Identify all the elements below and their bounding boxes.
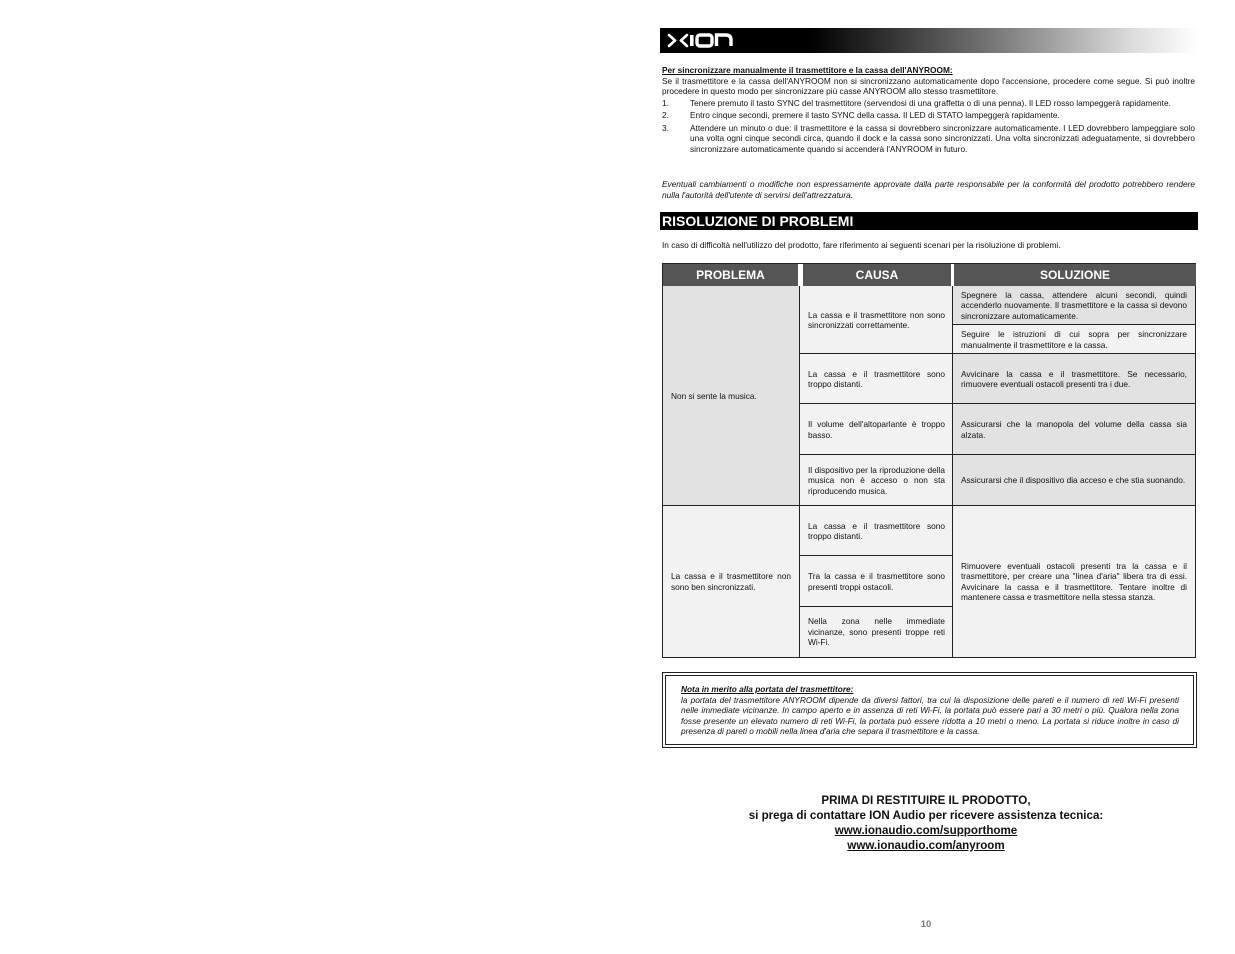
sync-steps: [662, 98, 1195, 155]
sync-step: 1. Tenere premuto il tasto SYNC del trasmettitore (servendosi di una graffetta o di una penna). Il LED rosso lampeggerà rapidamente.: [662, 97, 1171, 108]
header-problem: PROBLEMA: [663, 264, 798, 286]
solution-cell: Spegnere la cassa, attendere alcuni secondi, quindi accenderlo nuovamente. Il trasmettitore e la cassa si devono sincronizzare automaticamente.: [952, 286, 1195, 325]
cause-cell: Il dispositivo per la riproduzione della musica non è acceso o non sta riproducendo musica.: [799, 454, 953, 506]
contact-line-1: PRIMA DI RESTITUIRE IL PRODOTTO,: [821, 794, 1031, 807]
solution-cell: Avvicinare la cassa e il trasmettitore. Se necessario, rimuovere eventuali ostacoli presenti tra i due.: [952, 353, 1195, 404]
header-solution: SOLUZIONE: [954, 264, 1196, 286]
sync-step: 3. Attendere un minuto o due: il trasmettitore e la cassa si dovrebbero sincronizzare automaticamente. I LED dovrebbero lampeggiare solo una volta ogni cinque secondi circa, quando il dock e la cassa sono sincronizzati. Una volta sincronizzati adeguatamente, si dovrebbero sincronizzare automaticamente quando si accenderà l'ANYROOM in futuro.: [662, 122, 1195, 154]
note-title: Nota in merito alla portata del trasmettitore:: [681, 684, 854, 694]
solution-cell: Rimuovere eventuali ostacoli presenti tra la cassa e il trasmettitore, per creare una "linea d'aria" libera tra di essi. Avvicinare la cassa e il trasmettitore. Tentare inoltre di mantenere cassa e trasmettitore nella stessa stanza.: [952, 505, 1195, 657]
sync-section: [662, 65, 1195, 156]
note-body: la portata del trasmettitore ANYROOM dipende da diversi fattori, tra cui la disposizione delle pareti e il numero di reti Wi-Fi presenti nelle immediate vicinanze. In campo aperto e in assenza di reti Wi-Fi, la portata può essere pari a 30 metri o più. Qualora nella zona fosse presente un elevato numero di reti Wi-Fi, la portata può essere ridotta a 10 metri o meno. La portata si riduce inoltre in caso di presenza di pareti o mobili nella linea d'aria che separa il trasmettitore e la cassa.: [681, 694, 1179, 737]
anyroom-link[interactable]: www.ionaudio.com/anyroom: [847, 839, 1005, 852]
cause-cell: La cassa e il trasmettitore non sono sincronizzati correttamente.: [799, 286, 953, 354]
solution-cell: Assicurarsi che la manopola del volume della cassa sia alzata.: [952, 403, 1195, 455]
note-box: [662, 672, 1197, 748]
sync-intro: Se il trasmettitore e la cassa dell'ANYROOM non si sincronizzano automaticamente dopo l'accensione, procedere come segue. Si può inoltre procedere in questo modo per sincronizzare più casse ANYROOM allo stesso trasmettitore.: [662, 75, 1195, 96]
ion-logo: [666, 32, 736, 49]
solution-cell: Assicurarsi che il dispositivo dia acceso e che stia suonando.: [952, 454, 1195, 506]
note-inner: [665, 675, 1194, 745]
contact-line-2: si prega di contattare ION Audio per ricevere assistenza tecnica:: [748, 809, 1104, 822]
sync-heading: Per sincronizzare manualmente il trasmettitore e la cassa dell'ANYROOM:: [662, 65, 953, 75]
troubleshooting-intro: In caso di difficoltà nell'utilizzo del prodotto, fare riferimento ai seguenti scenari per la risoluzione di problemi.: [662, 240, 1061, 250]
troubleshooting-table: [662, 263, 1196, 658]
cause-cell: Il volume dell'altoparlante è troppo basso.: [799, 403, 953, 455]
section-title: RISOLUZIONE DI PROBLEMI: [660, 212, 1198, 230]
problem-cell: La cassa e il trasmettitore non sono ben sincronizzati.: [663, 505, 799, 657]
solution-cell: Seguire le istruzioni di cui sopra per sincronizzare manualmente il trasmettitore e la cassa.: [952, 324, 1195, 354]
support-link[interactable]: www.ionaudio.com/supporthome: [834, 824, 1018, 837]
cause-cell: La cassa e il trasmettitore sono troppo distanti.: [799, 505, 953, 556]
cause-cell: Tra la cassa e il trasmettitore sono presenti troppi ostacoli.: [799, 555, 953, 607]
page-number: 10: [920, 919, 932, 930]
cause-cell: La cassa e il trasmettitore sono troppo distanti.: [799, 353, 953, 404]
sync-step: 2. Entro cinque secondi, premere il tasto SYNC della cassa. Il LED di STATO lampeggerà rapidamente.: [662, 110, 1060, 120]
cause-cell: Nella zona nelle immediate vicinanze, sono presenti troppe reti Wi-Fi.: [799, 606, 953, 657]
contact-block: [662, 793, 1190, 853]
problem-cell: Non si sente la musica.: [663, 286, 799, 506]
disclaimer: Eventuali cambiamenti o modifiche non espressamente approvate dalla parte responsabile per la conformità del prodotto potrebbero rendere nulla l'autorità dell'utente di servirsi dell'attrezzatura.: [662, 179, 1195, 200]
header-bar: [660, 28, 1198, 53]
header-cause: CAUSA: [803, 264, 951, 286]
